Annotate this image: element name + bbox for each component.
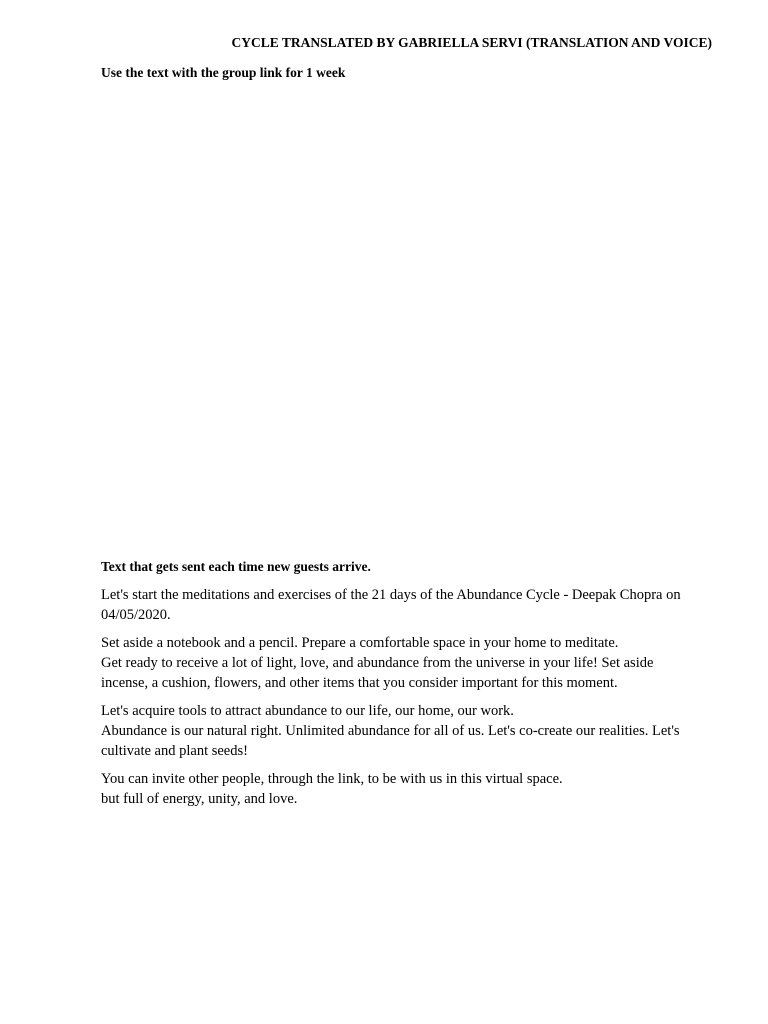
guest-message-section [101,557,701,817]
paragraph-preparation [101,633,701,693]
document-subtitle: Use the text with the group link for 1 week [101,65,346,80]
paragraph-abundance [101,701,701,761]
paragraph-line: Let's start the meditations and exercises of the 21 days of the Abundance Cycle - Deepak Chopra on 04/05/2020. [101,587,681,623]
paragraph-line: Abundance is our natural right. Unlimited abundance for all of us. Let's co-create our realities. Let's cultivate and plant seeds! [101,723,680,759]
paragraph-line: but full of energy, unity, and love. [101,791,298,807]
paragraph-line: You can invite other people, through the link, to be with us in this virtual space. [101,771,563,787]
paragraph-line: Get ready to receive a lot of light, love, and abundance from the universe in your life! Set aside incense, a cushion, flowers, and other items that you consider important for this moment. [101,655,654,691]
paragraph-invite [101,769,701,809]
paragraph-intro [101,585,701,625]
document-title: CYCLE TRANSLATED BY GABRIELLA SERVI (TRANSLATION AND VOICE) [231,35,712,50]
section-heading: Text that gets sent each time new guests arrive. [101,559,371,574]
paragraph-line: Set aside a notebook and a pencil. Prepare a comfortable space in your home to meditate. [101,635,619,651]
paragraph-line: Let's acquire tools to attract abundance to our life, our home, our work. [101,703,514,719]
